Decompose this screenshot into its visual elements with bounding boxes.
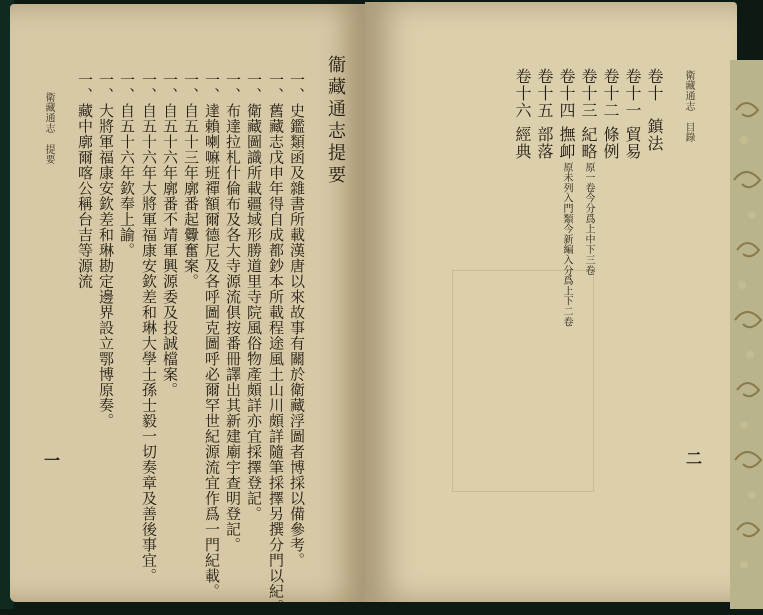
volume-note: 原一卷今分爲上中下三卷 — [583, 162, 594, 276]
bleed-through-box — [452, 270, 594, 492]
volume-label: 卷十六 — [513, 68, 532, 119]
volume-label: 卷十二 — [601, 68, 620, 119]
volume-label: 卷十五 — [535, 68, 554, 119]
left-line-3: 一、衛藏圖識所載疆域形勝道里寺院風俗物產頗詳亦宜採擇登記。 — [245, 72, 263, 522]
volume-name: 部落 — [535, 126, 554, 160]
volume-name: 貿易 — [623, 126, 642, 160]
left-line-5: 一、達賴喇嘛班禪額爾德尼及各呼圖克圖呼必爾罕世紀源流宜作爲一門紀載。 — [203, 72, 221, 599]
cloud-pattern-icon — [732, 70, 763, 600]
volume-name: 紀略 — [579, 126, 598, 160]
left-line-1: 一、史鑑類函及雜書所載漢唐以來故事有關於衛藏浮圖者博採以備參考。 — [288, 72, 306, 568]
left-line-4: 一、布達拉札什倫布及各大寺源流俱按番冊譯出其新建廟宇查明登記。 — [224, 72, 242, 553]
left-page-number: 一 — [44, 451, 61, 470]
left-line-10: 一、大將軍福康安欽差和琳勘定邊界設立鄂博原奏。 — [97, 72, 115, 429]
volume-name: 經典 — [513, 126, 532, 160]
volume-name: 撫卹 — [557, 126, 576, 160]
volume-label: 卷十 — [645, 68, 664, 102]
right-page-number: 二 — [686, 449, 703, 468]
left-line-11: 一、藏中廓爾喀公稱台吉等源流 — [76, 72, 94, 289]
left-page-title: 衞藏通志提要 — [325, 55, 346, 187]
left-running-header: 衛藏通志 提要 — [43, 92, 54, 165]
left-line-8: 一、自五十六年大將軍福康安欽差和琳大學士孫士毅一切奏章及善後事宜。 — [140, 72, 158, 584]
left-line-2: 一、舊藏志戊申年得自成都鈔本所載程途風土山川頗詳隨筆採擇另撰分門以紀。 — [267, 72, 285, 615]
left-line-9: 一、自五十六年欽奉上諭。 — [118, 72, 136, 258]
volume-label: 卷十四 — [557, 68, 576, 119]
left-line-6: 一、自五十三年廓番起釁奮案。 — [182, 72, 200, 289]
volume-label: 卷十三 — [579, 68, 598, 119]
volume-name: 鎮法 — [645, 118, 664, 152]
left-line-7: 一、自五十六年廓番不靖軍興源委及投誠檔案。 — [161, 72, 179, 398]
volume-label: 卷十一 — [623, 68, 642, 119]
right-running-header: 衛藏通志 目錄 — [683, 70, 694, 143]
volume-name: 條例 — [601, 126, 620, 160]
volume-note: 原未列入門類今新編入分爲上下二卷 — [561, 162, 572, 327]
